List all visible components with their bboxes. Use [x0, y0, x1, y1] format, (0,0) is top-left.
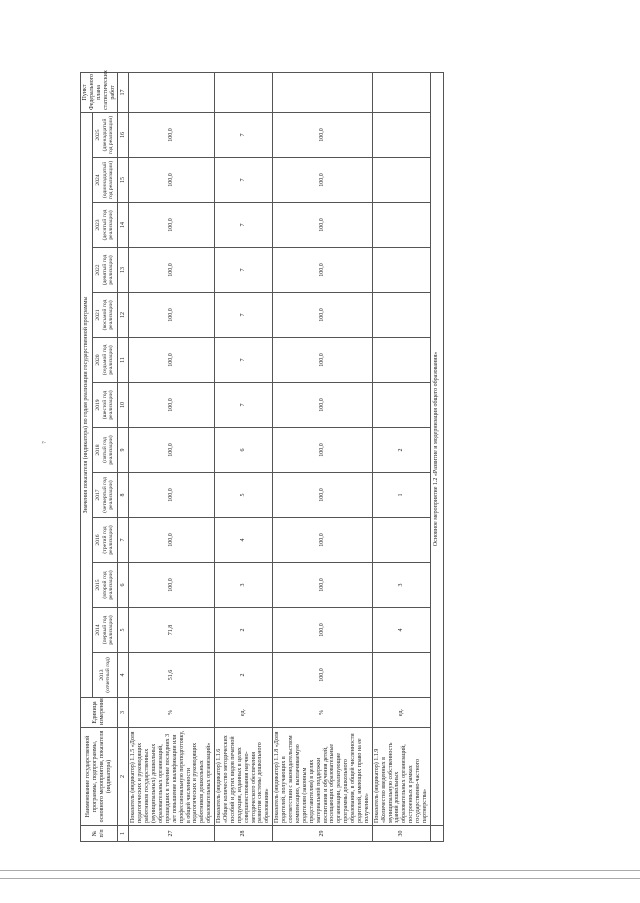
value-cell: 7 — [215, 158, 273, 203]
value-cell: 100,0 — [273, 158, 372, 203]
year-label: 2022 — [95, 264, 102, 276]
value-cell: 100,0 — [273, 203, 372, 248]
header-freq: Пункт Федерального плана статистических работ — [81, 73, 118, 113]
column-index-cell: 8 — [118, 473, 129, 518]
year-header-2018 — [92, 428, 118, 473]
header-num: № п/п — [81, 826, 118, 842]
indicator-name: Показатель (индикатор) 1.1.8 «Доля родителей, получающих в соответствии с законодательством компенсацию, выплачиваемую родителям (законным представителям) в целях материальной поддержки воспитания и обучения детей, посещающих образовательные организации, реализующие программы дошкольного образования, в общей численности родителей, имеющих право на ее получение» — [273, 728, 372, 826]
column-index-cell: 14 — [118, 203, 129, 248]
table-row — [215, 73, 273, 842]
value-cell: 7 — [215, 248, 273, 293]
value-cell: 4 — [215, 518, 273, 563]
value-cell — [372, 113, 430, 158]
value-cell: 100,0 — [273, 383, 372, 428]
value-cell: 7 — [215, 203, 273, 248]
year-header-2022 — [92, 248, 118, 293]
indicator-name: Показатель (индикатор) 1.1.5 «Доля педагогических и руководящих работников государственных (муниципальных) дошкольных образовательных организаций, прошедших в течение последних 3 лет повышение квалификации или профессиональную переподготовку, в общей численности педагогических и руководящих работников дошкольных образовательных организаций» — [129, 728, 215, 826]
year-header-2016 — [92, 518, 118, 563]
year-header-2017 — [92, 473, 118, 518]
indicators-table — [80, 72, 444, 842]
column-index-cell: 12 — [118, 293, 129, 338]
value-cell: 71,8 — [129, 608, 215, 653]
table-body — [118, 73, 443, 842]
row-number: 28 — [215, 826, 273, 842]
header-name: Наименование государственной программы, подпрограммы, основного мероприятия, показателя (индикатора) — [81, 728, 118, 826]
value-cell: 100,0 — [273, 113, 372, 158]
value-cell: 7 — [215, 293, 273, 338]
freq-cell — [215, 73, 273, 113]
year-desc: (пятый год реализации) — [101, 435, 115, 465]
year-label: 2020 — [95, 354, 102, 366]
row-number: 30 — [372, 826, 430, 842]
value-cell: 100,0 — [129, 158, 215, 203]
unit-cell: % — [273, 698, 372, 728]
section-title: Основное мероприятие 1.2 «Развитие и модернизация общего образования» — [430, 73, 443, 826]
value-cell: 100,0 — [129, 293, 215, 338]
column-index-cell: 17 — [118, 73, 129, 113]
year-label: 2018 — [95, 444, 102, 456]
year-label: 2021 — [95, 309, 102, 321]
year-header-2019 — [92, 383, 118, 428]
page-edge-line-bottom — [0, 878, 640, 879]
value-cell: 100,0 — [273, 428, 372, 473]
year-desc: (первый год реализации) — [101, 615, 115, 645]
value-cell: 100,0 — [273, 248, 372, 293]
year-label: 2014 — [95, 624, 102, 636]
column-index-cell: 4 — [118, 653, 129, 698]
value-cell — [372, 293, 430, 338]
year-header-2021 — [92, 293, 118, 338]
table-row — [372, 73, 430, 842]
column-index-cell: 1 — [118, 826, 129, 842]
header-values-span: Значения показателя (индикатора) по годам реализации государственной программы — [81, 113, 93, 698]
value-cell: 100,0 — [273, 563, 372, 608]
value-cell: 100,0 — [129, 428, 215, 473]
column-index-row — [118, 73, 129, 842]
year-desc: (четвертый год реализации) — [101, 477, 115, 513]
value-cell: 3 — [372, 563, 430, 608]
value-cell — [372, 653, 430, 698]
year-label: 2025 — [95, 129, 102, 141]
value-cell: 100,0 — [129, 563, 215, 608]
value-cell: 100,0 — [273, 518, 372, 563]
page-number: 7 — [42, 441, 48, 444]
column-index-cell: 7 — [118, 518, 129, 563]
value-cell — [372, 383, 430, 428]
indicator-name: Показатель (индикатор) 1.1.6 «Общее количество методических пособий и других видов печатной продукции, изданных в целях совершенствования научно-методического обеспечения развития системы дошкольного образования» — [215, 728, 273, 826]
table-row — [129, 73, 215, 842]
year-label: 2017 — [95, 489, 102, 501]
value-cell — [372, 248, 430, 293]
year-header-2013 — [92, 653, 118, 698]
column-index-cell: 9 — [118, 428, 129, 473]
value-cell: 4 — [372, 608, 430, 653]
unit-cell: ед. — [372, 698, 430, 728]
value-cell: 100,0 — [273, 338, 372, 383]
freq-cell — [372, 73, 430, 113]
year-label: 2013 — [98, 669, 105, 681]
column-index-cell: 13 — [118, 248, 129, 293]
header-unit: Единица измерения — [81, 698, 118, 728]
year-header-2023 — [92, 203, 118, 248]
column-index-cell: 10 — [118, 383, 129, 428]
column-index-cell: 6 — [118, 563, 129, 608]
column-index-cell: 2 — [118, 728, 129, 826]
value-cell — [372, 518, 430, 563]
column-index-cell: 5 — [118, 608, 129, 653]
value-cell: 100,0 — [129, 203, 215, 248]
value-cell: 100,0 — [129, 113, 215, 158]
year-desc: (второй год реализации) — [101, 570, 115, 600]
value-cell: 7 — [215, 113, 273, 158]
year-desc: (третий год реализации) — [101, 525, 115, 555]
year-header-2015 — [92, 563, 118, 608]
year-header-2025 — [92, 113, 118, 158]
year-desc: (одиннадцатый год реализации) — [101, 160, 115, 200]
value-cell: 100,0 — [129, 248, 215, 293]
year-desc: (шестой год реализации) — [101, 390, 115, 420]
year-label: 2016 — [95, 534, 102, 546]
page-edge-line-top — [0, 870, 640, 871]
value-cell: 2 — [215, 653, 273, 698]
year-desc: (отчетный год) — [104, 657, 111, 693]
year-desc: (двенадцатый год реализации) — [101, 115, 115, 155]
value-cell: 7 — [215, 338, 273, 383]
year-label: 2024 — [95, 174, 102, 186]
value-cell: 100,0 — [129, 338, 215, 383]
value-cell: 100,0 — [273, 653, 372, 698]
value-cell: 100,0 — [273, 473, 372, 518]
value-cell: 1 — [372, 473, 430, 518]
year-desc: (седьмой год реализации) — [101, 344, 115, 376]
section-empty-cell — [430, 826, 443, 842]
column-index-cell: 3 — [118, 698, 129, 728]
unit-cell: ед. — [215, 698, 273, 728]
row-number: 29 — [273, 826, 372, 842]
column-index-cell: 11 — [118, 338, 129, 383]
year-desc: (девятый год реализации) — [101, 254, 115, 286]
value-cell: 51,6 — [129, 653, 215, 698]
value-cell: 2 — [372, 428, 430, 473]
value-cell: 100,0 — [129, 518, 215, 563]
value-cell — [372, 203, 430, 248]
freq-cell — [129, 73, 215, 113]
row-number: 27 — [129, 826, 215, 842]
value-cell: 100,0 — [129, 383, 215, 428]
year-desc: (десятый год реализации) — [101, 209, 115, 241]
value-cell: 6 — [215, 428, 273, 473]
section-row — [430, 73, 443, 842]
value-cell: 100,0 — [129, 473, 215, 518]
value-cell — [372, 338, 430, 383]
unit-cell: % — [129, 698, 215, 728]
value-cell — [372, 158, 430, 203]
year-label: 2019 — [95, 399, 102, 411]
value-cell: 100,0 — [273, 293, 372, 338]
year-header-2024 — [92, 158, 118, 203]
value-cell: 3 — [215, 563, 273, 608]
freq-cell — [273, 73, 372, 113]
year-label: 2015 — [95, 579, 102, 591]
indicator-name: Показатель (индикатор) 1.1.9 «Количество введенных в муниципальную собственность зданий дошкольных образовательных организаций, построенных в рамках государственно-частного партнерства» — [372, 728, 430, 826]
year-header-2014 — [92, 608, 118, 653]
table-row — [273, 73, 372, 842]
rotated-table-container — [80, 72, 610, 842]
column-index-cell: 16 — [118, 113, 129, 158]
value-cell: 5 — [215, 473, 273, 518]
year-desc: (восьмой год реализации) — [101, 299, 115, 331]
year-header-2020 — [92, 338, 118, 383]
value-cell: 2 — [215, 608, 273, 653]
value-cell: 100,0 — [273, 608, 372, 653]
value-cell: 7 — [215, 383, 273, 428]
column-index-cell: 15 — [118, 158, 129, 203]
year-label: 2023 — [95, 219, 102, 231]
